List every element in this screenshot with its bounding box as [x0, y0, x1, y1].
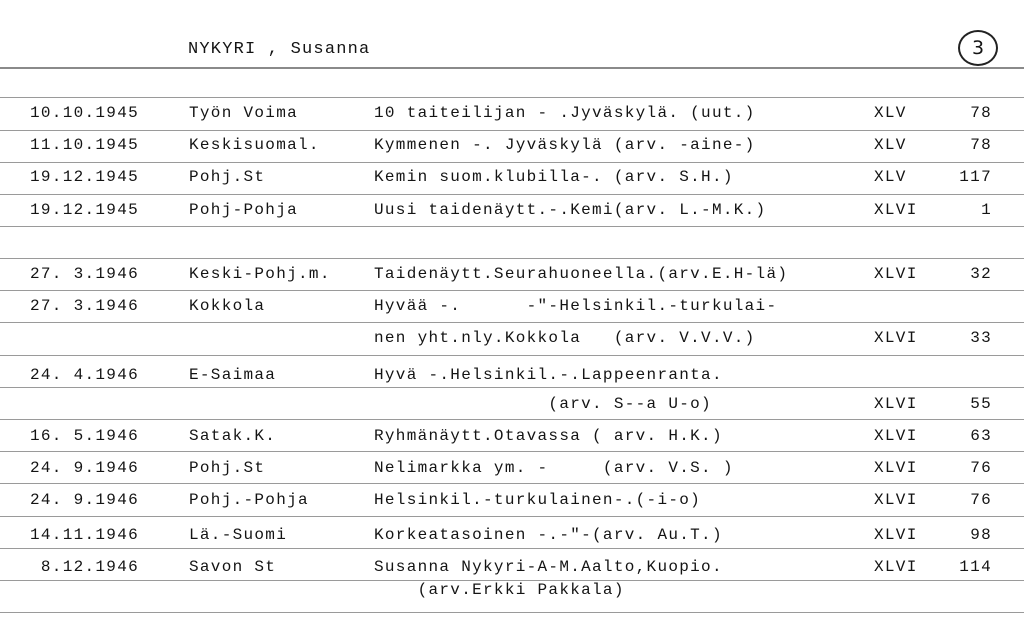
entry-row: [0, 265, 1024, 291]
entry-page: 55: [970, 395, 992, 413]
ruled-line: [0, 130, 1024, 131]
entry-row: [0, 459, 1024, 485]
entry-date: 14.11.1946: [30, 526, 140, 544]
entry-description: Taidenäytt.Seurahuoneella.(arv.E.H-lä): [374, 265, 789, 283]
entry-date: 24. 4.1946: [30, 366, 140, 384]
entry-volume: XLVI: [874, 395, 918, 413]
entry-volume: XLVI: [874, 491, 918, 509]
entry-row: [0, 329, 1024, 355]
entry-newspaper: Pohj.St: [189, 168, 266, 186]
entry-page: 33: [970, 329, 992, 347]
entry-date: 19.12.1945: [30, 168, 140, 186]
entry-volume: XLVI: [874, 265, 918, 283]
entry-volume: XLVI: [874, 201, 918, 219]
entry-date: 19.12.1945: [30, 201, 140, 219]
entry-newspaper: Satak.K.: [189, 427, 277, 445]
entry-date: 27. 3.1946: [30, 265, 140, 283]
entry-date: 10.10.1945: [30, 104, 140, 122]
entry-volume: XLVI: [874, 526, 918, 544]
ruled-line: [0, 258, 1024, 259]
person-name: NYKYRI , Susanna: [188, 40, 371, 59]
ruled-line: [0, 97, 1024, 98]
entry-date: 16. 5.1946: [30, 427, 140, 445]
entry-volume: XLV: [874, 104, 907, 122]
entry-row: [0, 136, 1024, 162]
entry-page: 78: [970, 104, 992, 122]
entry-page: 1: [981, 201, 992, 219]
entry-row: [0, 491, 1024, 517]
entry-date: 24. 9.1946: [30, 459, 140, 477]
entry-row: [0, 526, 1024, 552]
entry-description: nen yht.nly.Kokkola (arv. V.V.V.): [374, 329, 756, 347]
entry-newspaper: Pohj.-Pohja: [189, 491, 309, 509]
entry-description: Hyvä -.Helsinkil.-.Lappeenranta.: [374, 366, 723, 384]
entry-newspaper: Savon St: [189, 558, 277, 576]
entry-date: 27. 3.1946: [30, 297, 140, 315]
entry-description: Hyvää -. -"-Helsinkil.-turkulai-: [374, 297, 778, 315]
entry-description: (arv. S--a U-o): [374, 395, 712, 413]
entry-page: 32: [970, 265, 992, 283]
entry-description: Nelimarkka ym. - (arv. V.S. ): [374, 459, 734, 477]
entry-page: 98: [970, 526, 992, 544]
ruled-line: [0, 162, 1024, 163]
entry-description: Ryhmänäytt.Otavassa ( arv. H.K.): [374, 427, 723, 445]
entry-volume: XLV: [874, 136, 907, 154]
entry-newspaper: Keski-Pohj.m.: [189, 265, 331, 283]
entry-volume: XLVI: [874, 558, 918, 576]
entry-newspaper: E-Saimaa: [189, 366, 277, 384]
entry-row: [0, 581, 1024, 607]
entry-page: 63: [970, 427, 992, 445]
card-number-circle: 3: [958, 30, 998, 66]
entry-row: [0, 395, 1024, 421]
entry-description: Uusi taidenäytt.-.Kemi(arv. L.-M.K.): [374, 201, 767, 219]
entry-description: (arv.Erkki Pakkala): [374, 581, 625, 599]
entry-row: [0, 366, 1024, 392]
ruled-line: [0, 612, 1024, 613]
entry-volume: XLVI: [874, 427, 918, 445]
entry-newspaper: Keskisuomal.: [189, 136, 320, 154]
entry-row: [0, 427, 1024, 453]
entry-description: 10 taiteilijan - .Jyväskylä. (uut.): [374, 104, 756, 122]
entry-date: 8.12.1946: [30, 558, 140, 576]
entry-row: [0, 297, 1024, 323]
entry-page: 76: [970, 459, 992, 477]
entry-page: 78: [970, 136, 992, 154]
entry-newspaper: Pohj.St: [189, 459, 266, 477]
ruled-line: [0, 194, 1024, 195]
entry-volume: XLV: [874, 168, 907, 186]
entry-row: [0, 201, 1024, 227]
ruled-line: [0, 355, 1024, 356]
entry-description: Kymmenen -. Jyväskylä (arv. -aine-): [374, 136, 756, 154]
header-rule: [0, 67, 1024, 69]
entry-description: Helsinkil.-turkulainen-.(-i-o): [374, 491, 702, 509]
entry-newspaper: Kokkola: [189, 297, 266, 315]
entry-description: Korkeatasoinen -.-"-(arv. Au.T.): [374, 526, 723, 544]
entry-date: 11.10.1945: [30, 136, 140, 154]
entry-description: Susanna Nykyri-A-M.Aalto,Kuopio.: [374, 558, 723, 576]
entry-row: [0, 168, 1024, 194]
entry-newspaper: Lä.-Suomi: [189, 526, 288, 544]
entry-newspaper: Työn Voima: [189, 104, 299, 122]
entry-description: Kemin suom.klubilla-. (arv. S.H.): [374, 168, 734, 186]
entry-newspaper: Pohj-Pohja: [189, 201, 299, 219]
entry-page: 114: [959, 558, 992, 576]
entry-date: 24. 9.1946: [30, 491, 140, 509]
entry-row: [0, 104, 1024, 130]
entry-page: 117: [959, 168, 992, 186]
entry-volume: XLVI: [874, 459, 918, 477]
entry-volume: XLVI: [874, 329, 918, 347]
entry-page: 76: [970, 491, 992, 509]
